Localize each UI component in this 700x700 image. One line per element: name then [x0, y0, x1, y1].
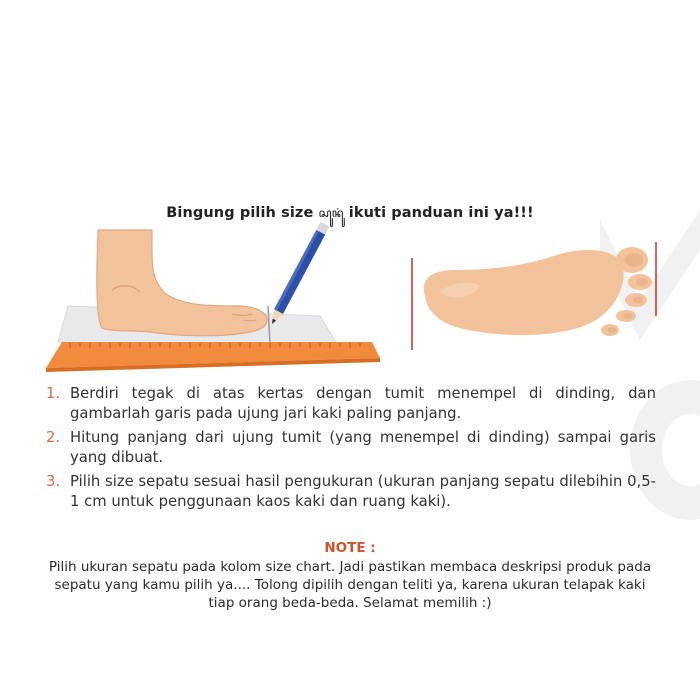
list-item [46, 428, 656, 468]
title-script-text: ꦱꦸꦤꦸꦁ [318, 206, 344, 220]
list-item [46, 384, 656, 424]
note-title: NOTE : [324, 540, 376, 556]
illustration-area [0, 220, 700, 380]
page-title: Bingung pilih size ꦱꦸꦤꦸꦁ ikuti panduan ini ya!!! [166, 205, 534, 221]
instruction-steps [46, 384, 656, 516]
list-item [46, 472, 656, 512]
foot-sole-illustration [412, 242, 656, 350]
step-text: Berdiri tegak di atas kertas dengan tumit menempel di dinding, dan gambarlah garis pada ujung jari kaki paling panjang. [70, 385, 656, 422]
pencil-icon [268, 222, 330, 326]
step-text: Hitung panjang dari ujung tumit (yang menempel di dinding) sampai garis yang dibuat. [70, 429, 656, 466]
step-number: 3. [46, 473, 61, 490]
foot-side-illustration [97, 230, 267, 336]
note-text: Pilih ukuran sepatu pada kolom size chart. Jadi pastikan membaca deskripsi produk pada sepatu yang kamu pilih ya.... Tolong dipilih dengan teliti ya, karena ukuran telapak kaki tiap orang beda-beda. Selamat memilih :) [48, 559, 652, 611]
step-text: Pilih size sepatu sesuai hasil pengukuran (ukuran panjang sepatu dilebihin 0,5-1 cm untuk penggunaan kaos kaki dan ruang kaki). [70, 473, 656, 510]
ruler-illustration [46, 342, 380, 372]
step-number: 1. [46, 385, 61, 402]
step-number: 2. [46, 429, 61, 446]
